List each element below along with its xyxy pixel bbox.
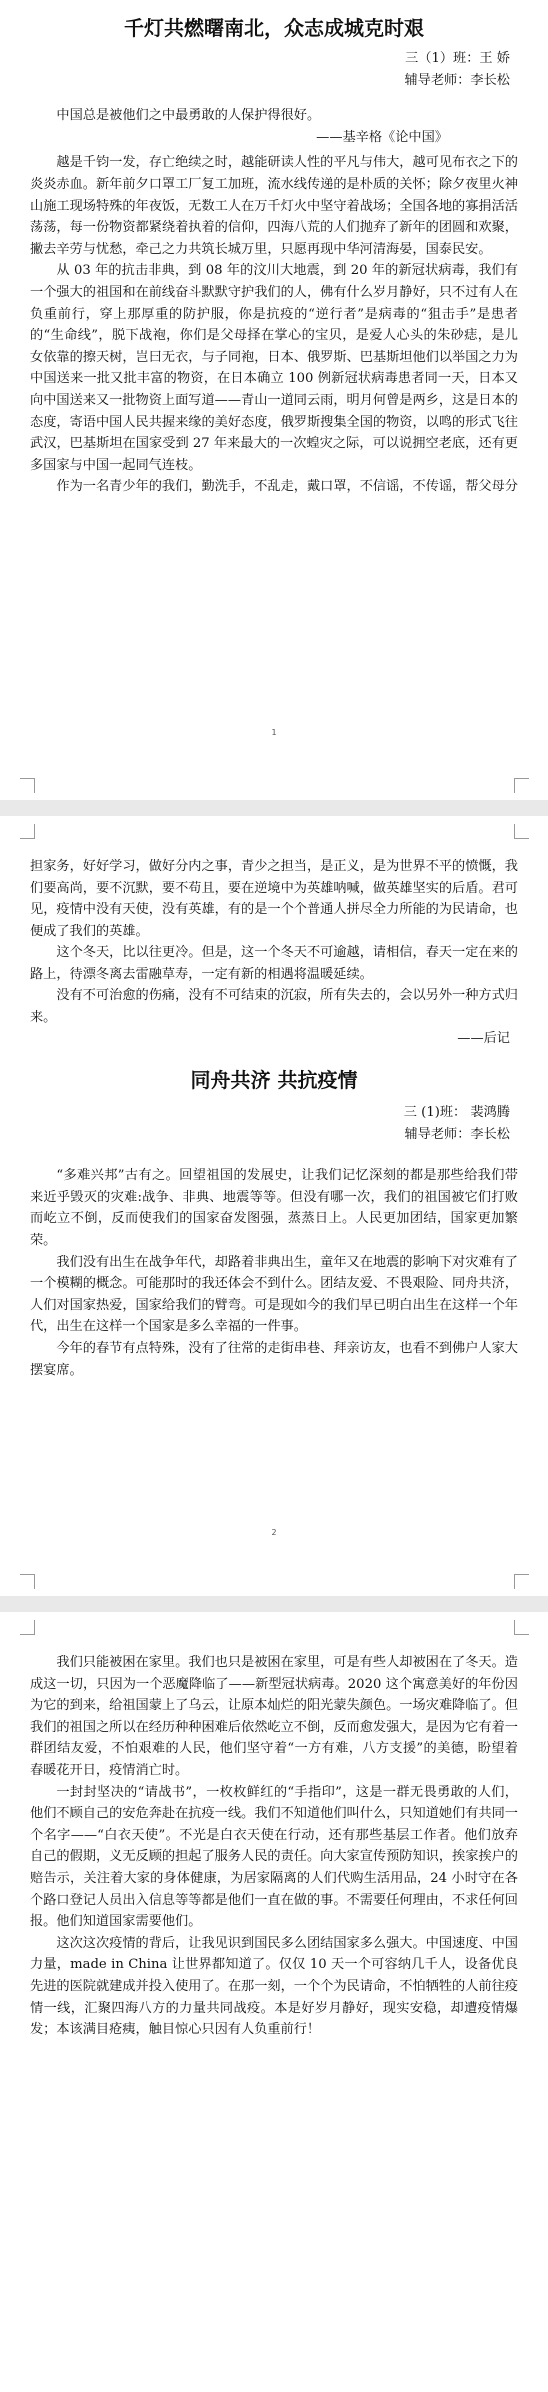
essay1-postscript: ——后记 bbox=[457, 1031, 510, 1047]
essay1-paragraph: 从 03 年的抗击非典，到 08 年的汶川大地震，到 20 年的新冠状病毒，我们有一个强大的祖国和在前线奋斗默默守护我们的人，佛有什么岁月静好，只不过有人在负重前行，穿上那厚重的防护服，你是抗疫的“逆行者”是病毒的“狙击手”是患者的“生命线”，脱下战袍，你们是父母择在掌心的宝贝，是爱人心头的朱砂痣，是儿女依靠的擦天树，岂曰无衣，与子同袍，日本、俄罗斯、巴基斯坦他们以举国之力为中国送来一批又批丰富的物资，在日本确立 100 例新冠状病毒患者同一天，日本又向中国送来又一批物资上面写道——青山一道同云雨，明月何曾是两乡，这是日本的态度，寄语中国人民共握来缘的美好态度，俄罗斯搜集全国的物资，以鸣的形式飞往武汉，巴基斯坦在国家受到 27 年来最大的一次蝗灾之际，可以说拥空老底，还有更多国家与中国一起同气连枝。 bbox=[30, 263, 518, 473]
page-corner-mark bbox=[514, 1620, 529, 1635]
essay1-teacher: 辅导老师：李长松 bbox=[404, 72, 510, 88]
essay1-paragraph: 没有不可治愈的伤痛，没有不可结束的沉寂，所有失去的，会以另外一种方式归来。 bbox=[30, 988, 518, 1025]
essay1-paragraph: 这个冬天，比以往更冷。但是，这一个冬天不可逾越，请相信，春天一定在来的路上，待漂冬离去雷融草寿，一定有新的相遇将温暖延续。 bbox=[30, 945, 518, 982]
essay2-author: 三 (1)班： 裴鸿腾 bbox=[403, 1104, 510, 1120]
essay2-paragraph: 我们只能被困在家里。我们也只是被困在家里，可是有些人却被困在了冬天。造成这一切，只因为一个恶魔降临了——新型冠状病毒。2020 这个寓意美好的年份因为它的到来，给祖国蒙上了乌云，让原本灿烂的阳光蒙失颜色。一场灾难降临了。但我们的祖国之所以在经历种种困难后依然屹立不倒，反而愈发强大，是因为它有着一群团结友爱，不怕艰难的人民，他们坚守着“一方有难，八方支援”的美德，盼望着春暖花开日，疫情消亡时。 bbox=[30, 1655, 518, 1778]
essay2-paragraph: 一封封坚决的“请战书”，一枚枚鲜红的“手指印”，这是一群无畏勇敢的人们，他们不顾自己的安危奔赴在抗疫一线。我们不知道他们叫什么，只知道她们有共同一个名字——“白衣天使”。不光是白衣天使在行动，还有那些基层工作者。他们放弃自己的假期，义无反顾的担起了服务人民的责任。向大家宣传预防知识，挨家挨户的赔告示，关注着大家的身体健康，为居家隔离的人们代购生活用品，24 小时守在各个路口登记人员出入信息等等都是他们一直在做的事。不需要任何理由，不求任何回报。他们知道国家需要他们。 bbox=[30, 1784, 518, 1930]
page-corner-mark bbox=[514, 1574, 529, 1589]
page-corner-mark bbox=[20, 824, 35, 839]
page-corner-mark bbox=[20, 778, 35, 793]
essay1-paragraph: 担家务，好好学习，做好分内之事，青少之担当，是正义，是为世界不平的愤慨，我们要高尚，要不沉默，要不苟且，要在逆境中为英雄呐喊，做英雄坚实的后盾。君可见，疫情中没有天使，没有英雄，有的是一个个普通人拼尽全力所能的为民请命，也便成了我们的英雄。 bbox=[30, 859, 518, 939]
essay1-author: 三（1）班：王 娇 bbox=[405, 51, 510, 66]
page-corner-mark bbox=[20, 1620, 35, 1635]
essay1-quote: 中国总是被他们之中最勇敢的人保护得很好。 bbox=[56, 108, 321, 124]
document-page-3 bbox=[0, 1612, 548, 2392]
page-number: 2 bbox=[271, 1528, 277, 1537]
essay1-paragraph: 越是千钧一发，存亡绝续之时，越能研读人性的平凡与伟大，越可见布衣之下的炎炎赤血。新年前夕口罩工厂复工加班，流水线传递的是朴质的关怀；除夕夜里火神山施工现场特殊的年夜饭，无数工人在万千灯火中坚守着战场；全国各地的寡捐活活荡荡，每一份物资都紧绕着执着的信仰，四海八荒的人们抛弃了新年的团圆和欢聚，撇去辛劳与忧愁，牵己之力共筑长城万里，只愿再现中华河清海晏，国泰民安。 bbox=[30, 155, 518, 257]
essay2-paragraph: 我们没有出生在战争年代，却路着非典出生，童年又在地震的影响下对灾难有了一个模糊的概念。可能那时的我还体会不到什么。团结友爱、不畏艰险、同舟共济，人们对国家热爱，国家给我们的臂弯。可是现如今的我们早已明白出生在这样一个年代，出生在这样一个国家是多么幸福的一件事。 bbox=[30, 1254, 518, 1335]
essay2-paragraph: 今年的春节有点特殊，没有了往常的走街串巷、拜亲访友，也看不到佛户人家大摆宴席。 bbox=[30, 1340, 518, 1378]
essay2-title: 同舟共济 共抗疫情 bbox=[190, 1067, 358, 1092]
document-page-2 bbox=[0, 816, 548, 1596]
essay1-title: 千灯共燃曙南北，众志成城克时艰 bbox=[124, 16, 424, 40]
essay2-paragraph: “多难兴邦”古有之。回望祖国的发展史，让我们记忆深刻的都是那些给我们带来近乎毁灭的灾难:战争、非典、地震等等。但没有哪一次，我们的祖国被它们打败而屹立不倒，反而使我们的国家奋发图强，蒸蒸日上。人民更加团结，国家更加繁荣。 bbox=[30, 1168, 518, 1248]
page-corner-mark bbox=[514, 778, 529, 793]
document-page-1 bbox=[0, 0, 548, 800]
page-corner-mark bbox=[514, 824, 529, 839]
essay2-paragraph: 这次这次疫情的背后，让我见识到国民多么团结国家多么强大。中国速度、中国力量，made in China 让世界都知道了。仅仅 10 天一个可容纳几千人，设备优良先进的医院就建成并投入使用了。在那一刻，一个个为民请命，不怕牺牲的人前往疫情一线，汇聚四海八方的力量共同战疫。本是好岁月静好，现实安稳，却遭疫情爆发；本该满目疮痍，触目惊心只因有人负重前行！ bbox=[30, 1935, 518, 2038]
essay1-paragraph-start: 作为一名青少年的我们，勤洗手，不乱走，戴口罩，不信谣，不传谣，帮父母分 bbox=[56, 479, 518, 495]
page-number: 1 bbox=[271, 728, 277, 737]
essay2-teacher: 辅导老师：李长松 bbox=[404, 1126, 510, 1142]
essay1-quote-source: ——基辛格《论中国》 bbox=[316, 129, 448, 145]
essay1-paragraph-continued bbox=[30, 856, 518, 942]
page-corner-mark bbox=[20, 1574, 35, 1589]
